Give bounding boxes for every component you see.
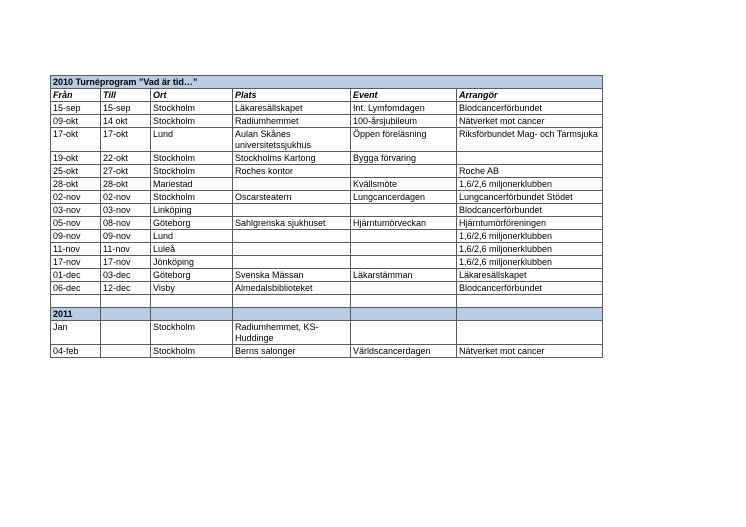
table-row bbox=[51, 256, 603, 269]
cell-event bbox=[351, 295, 457, 308]
cell-till: 12-dec bbox=[101, 282, 151, 295]
cell-plats: Oscarsteatern bbox=[233, 191, 351, 204]
cell-arrangor: 1,6/2,6 miljonerklubben bbox=[457, 178, 603, 191]
column-header-plats: Plats bbox=[233, 89, 351, 102]
cell-fran: 19-okt bbox=[51, 152, 101, 165]
cell-plats: Sahlgrenska sjukhuset bbox=[233, 217, 351, 230]
cell-plats: Radiumhemmet, KS-Huddinge bbox=[233, 321, 351, 345]
cell-arrangor: 1,6/2,6 miljonerklubben bbox=[457, 230, 603, 243]
cell-plats: Radiumhemmet bbox=[233, 115, 351, 128]
cell-ort: Visby bbox=[151, 282, 233, 295]
section-blank-cell bbox=[101, 308, 151, 321]
cell-ort: Stockholm bbox=[151, 165, 233, 178]
table-row bbox=[51, 191, 603, 204]
cell-till: 03-dec bbox=[101, 269, 151, 282]
column-header-arrangor: Arrangör bbox=[457, 89, 603, 102]
cell-till: 11-nov bbox=[101, 243, 151, 256]
cell-arrangor: Blodcancerförbundet bbox=[457, 204, 603, 217]
section-row-2011 bbox=[51, 308, 603, 321]
cell-ort: Stockholm bbox=[151, 152, 233, 165]
column-header-till: Till bbox=[101, 89, 151, 102]
table-row bbox=[51, 230, 603, 243]
cell-arrangor: Roche AB bbox=[457, 165, 603, 178]
cell-arrangor: 1,6/2,6 miljonerklubben bbox=[457, 243, 603, 256]
table-row bbox=[51, 321, 603, 345]
cell-plats bbox=[233, 230, 351, 243]
cell-arrangor: Läkaresällskapet bbox=[457, 269, 603, 282]
cell-till: 17-nov bbox=[101, 256, 151, 269]
cell-arrangor: Riksförbundet Mag- och Tarmsjuka bbox=[457, 128, 603, 152]
cell-event bbox=[351, 204, 457, 217]
cell-ort: Stockholm bbox=[151, 191, 233, 204]
cell-till bbox=[101, 345, 151, 358]
cell-ort: Mariestad bbox=[151, 178, 233, 191]
section-blank-cell bbox=[351, 308, 457, 321]
cell-arrangor bbox=[457, 152, 603, 165]
table-row bbox=[51, 152, 603, 165]
cell-plats: Stockholms Kartong bbox=[233, 152, 351, 165]
table-row bbox=[51, 269, 603, 282]
cell-fran: 09-okt bbox=[51, 115, 101, 128]
cell-ort: Lund bbox=[151, 128, 233, 152]
cell-ort: Jönköping bbox=[151, 256, 233, 269]
cell-ort: Göteborg bbox=[151, 217, 233, 230]
cell-till: 15-sep bbox=[101, 102, 151, 115]
table-row bbox=[51, 243, 603, 256]
cell-fran: 25-okt bbox=[51, 165, 101, 178]
cell-plats: Läkaresällskapet bbox=[233, 102, 351, 115]
section-blank-cell bbox=[233, 308, 351, 321]
cell-fran: 02-nov bbox=[51, 191, 101, 204]
cell-till: 27-okt bbox=[101, 165, 151, 178]
cell-arrangor: Blodcancerförbundet bbox=[457, 282, 603, 295]
cell-ort: Lund bbox=[151, 230, 233, 243]
cell-fran: 17-okt bbox=[51, 128, 101, 152]
cell-till: 09-nov bbox=[101, 230, 151, 243]
cell-arrangor bbox=[457, 295, 603, 308]
cell-ort: Luleå bbox=[151, 243, 233, 256]
title-row bbox=[51, 76, 603, 89]
cell-arrangor: Nätverket mot cancer bbox=[457, 115, 603, 128]
table-row bbox=[51, 204, 603, 217]
cell-plats: Aulan Skånes universitetssjukhus bbox=[233, 128, 351, 152]
cell-plats: Berns salonger bbox=[233, 345, 351, 358]
cell-event: 100-årsjubileum bbox=[351, 115, 457, 128]
cell-plats bbox=[233, 204, 351, 217]
cell-till: 08-nov bbox=[101, 217, 151, 230]
cell-event: Bygga förvaring bbox=[351, 152, 457, 165]
table-row bbox=[51, 165, 603, 178]
table-title: 2010 Turnéprogram ”Vad är tid…” bbox=[51, 76, 603, 89]
cell-arrangor: Lungcancerförbundet Stödet bbox=[457, 191, 603, 204]
column-header-fran: Från bbox=[51, 89, 101, 102]
cell-till: 02-nov bbox=[101, 191, 151, 204]
cell-event bbox=[351, 282, 457, 295]
cell-ort: Linköping bbox=[151, 204, 233, 217]
cell-event bbox=[351, 165, 457, 178]
table-row bbox=[51, 295, 603, 308]
cell-event bbox=[351, 321, 457, 345]
cell-fran: 05-nov bbox=[51, 217, 101, 230]
section-blank-cell bbox=[151, 308, 233, 321]
column-header-ort: Ort bbox=[151, 89, 233, 102]
cell-arrangor: Nätverket mot cancer bbox=[457, 345, 603, 358]
table-row bbox=[51, 178, 603, 191]
cell-ort: Stockholm bbox=[151, 345, 233, 358]
cell-plats bbox=[233, 256, 351, 269]
cell-plats bbox=[233, 295, 351, 308]
cell-till bbox=[101, 321, 151, 345]
cell-plats bbox=[233, 178, 351, 191]
cell-fran: 06-dec bbox=[51, 282, 101, 295]
column-header-row bbox=[51, 89, 603, 102]
cell-event bbox=[351, 243, 457, 256]
table-row bbox=[51, 217, 603, 230]
cell-fran: 01-dec bbox=[51, 269, 101, 282]
cell-event: Världscancerdagen bbox=[351, 345, 457, 358]
section-blank-cell bbox=[457, 308, 603, 321]
cell-arrangor: 1,6/2,6 miljonerklubben bbox=[457, 256, 603, 269]
cell-event: Int. Lymfomdagen bbox=[351, 102, 457, 115]
table-row bbox=[51, 282, 603, 295]
cell-ort bbox=[151, 295, 233, 308]
cell-till bbox=[101, 295, 151, 308]
cell-ort: Göteborg bbox=[151, 269, 233, 282]
tour-program-table bbox=[50, 75, 603, 358]
cell-arrangor bbox=[457, 321, 603, 345]
cell-ort: Stockholm bbox=[151, 321, 233, 345]
cell-fran bbox=[51, 295, 101, 308]
cell-event: Kvällsmöte bbox=[351, 178, 457, 191]
cell-till: 28-okt bbox=[101, 178, 151, 191]
table-row bbox=[51, 128, 603, 152]
cell-ort: Stockholm bbox=[151, 102, 233, 115]
cell-plats: Almedalsbiblioteket bbox=[233, 282, 351, 295]
cell-arrangor: Hjärntumörföreningen bbox=[457, 217, 603, 230]
cell-arrangor: Blodcancerförbundet bbox=[457, 102, 603, 115]
cell-event bbox=[351, 230, 457, 243]
cell-till: 22-okt bbox=[101, 152, 151, 165]
cell-fran: 09-nov bbox=[51, 230, 101, 243]
cell-till: 03-nov bbox=[101, 204, 151, 217]
cell-event: Läkarstämman bbox=[351, 269, 457, 282]
cell-fran: Jan bbox=[51, 321, 101, 345]
cell-till: 17-okt bbox=[101, 128, 151, 152]
cell-fran: 28-okt bbox=[51, 178, 101, 191]
cell-event: Lungcancerdagen bbox=[351, 191, 457, 204]
cell-fran: 03-nov bbox=[51, 204, 101, 217]
cell-fran: 15-sep bbox=[51, 102, 101, 115]
cell-event: Hjärntumörveckan bbox=[351, 217, 457, 230]
cell-plats: Svenska Mässan bbox=[233, 269, 351, 282]
column-header-event: Event bbox=[351, 89, 457, 102]
cell-event: Öppen föreläsning bbox=[351, 128, 457, 152]
cell-ort: Stockholm bbox=[151, 115, 233, 128]
cell-fran: 11-nov bbox=[51, 243, 101, 256]
cell-till: 14 okt bbox=[101, 115, 151, 128]
section-year: 2011 bbox=[51, 308, 101, 321]
cell-fran: 17-nov bbox=[51, 256, 101, 269]
cell-event bbox=[351, 256, 457, 269]
table-row bbox=[51, 345, 603, 358]
cell-fran: 04-feb bbox=[51, 345, 101, 358]
table-row bbox=[51, 115, 603, 128]
cell-plats bbox=[233, 243, 351, 256]
cell-plats: Roches kontor bbox=[233, 165, 351, 178]
table-row bbox=[51, 102, 603, 115]
